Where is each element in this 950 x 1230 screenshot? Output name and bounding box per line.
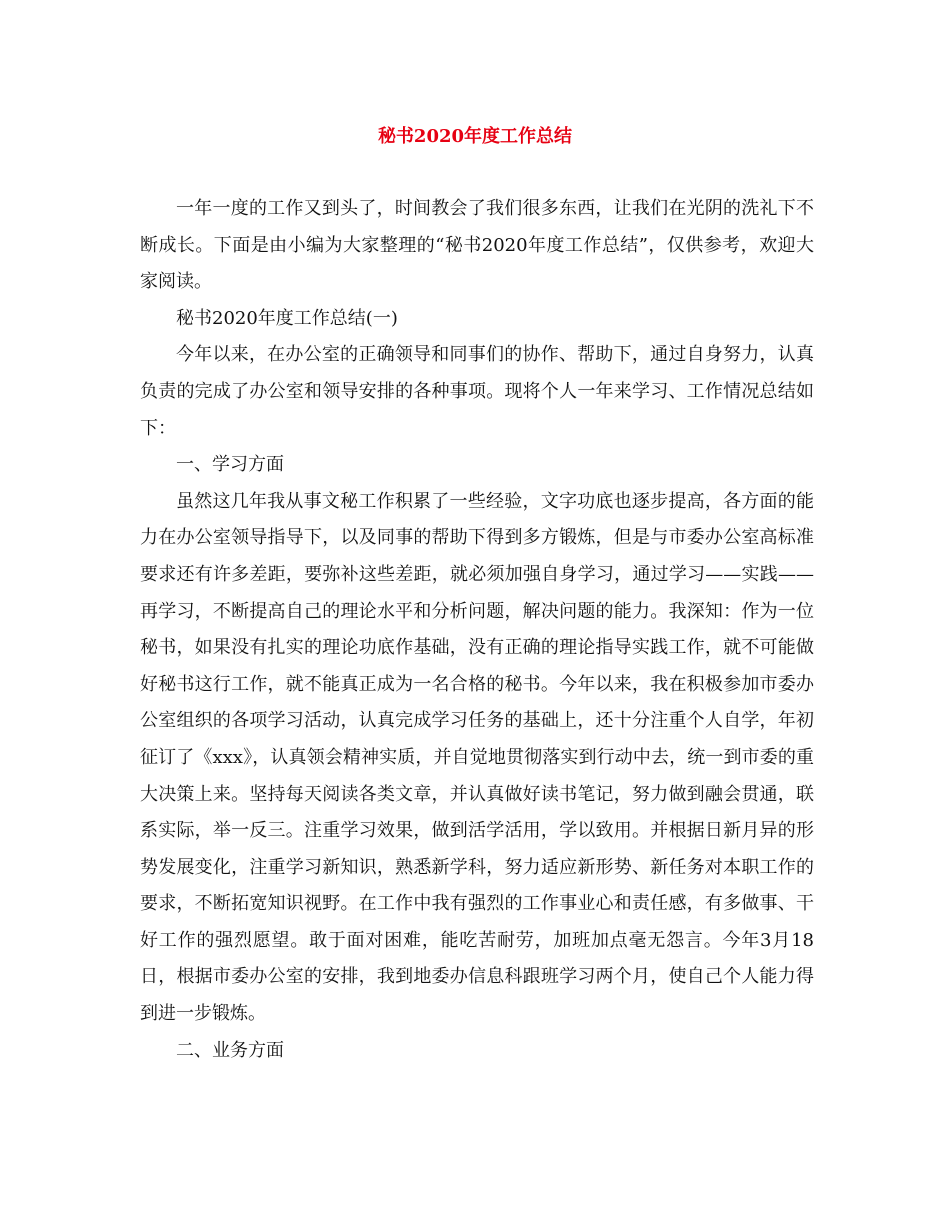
section-heading-business: 二、业务方面: [176, 1039, 284, 1061]
section-heading-part-one: 秘书2020年度工作总结(一): [176, 307, 398, 329]
intro-paragraph: 一年一度的工作又到头了，时间教会了我们很多东西，让我们在光阴的洗礼下不断成长。下面是由小编为大家整理的“秘书2020年度工作总结”，仅供参考，欢迎大家阅读。: [140, 198, 814, 293]
document-title: 秘书2020年度工作总结: [377, 126, 573, 147]
study-paragraph: 虽然这几年我从事文秘工作积累了一些经验，文字功底也逐步提高，各方面的能力在办公室领导指导下，以及同事的帮助下得到多方锻炼，但是与市委办公室高标准要求还有许多差距，要弥补这些差距，就必须加强自身学习，通过学习——实践——再学习，不断提高自己的理论水平和分析问题，解决问题的能力。我深知：作为一位秘书，如果没有扎实的理论功底作基础，没有正确的理论指导实践工作，就不可能做好秘书这行工作，就不能真正成为一名合格的秘书。今年以来，我在积极参加市委办公室组织的各项学习活动，认真完成学习任务的基础上，还十分注重个人自学，年初征订了《xxx》，认真领会精神实质，并自觉地贯彻落实到行动中去，统一到市委的重大决策上来。坚持每天阅读各类文章，并认真做好读书笔记，努力做到融会贯通，联系实际，举一反三。注重学习效果，做到活学活用，学以致用。并根据日新月异的形势发展变化，注重学习新知识，熟悉新学科，努力适应新形势、新任务对本职工作的要求，不断拓宽知识视野。在工作中我有强烈的工作事业心和责任感，有多做事、干好工作的强烈愿望。敢于面对困难，能吃苦耐劳，加班加点毫无怨言。今年3月18日，根据市委办公室的安排，我到地委办信息科跟班学习两个月，使自己个人能力得到进一步锻炼。: [140, 490, 814, 1025]
overview-paragraph: 今年以来，在办公室的正确领导和同事们的协作、帮助下，通过自身努力，认真负责的完成了办公室和领导安排的各种事项。现将个人一年来学习、工作情况总结如下：: [140, 344, 814, 439]
section-heading-study: 一、学习方面: [176, 454, 284, 476]
document-body: [140, 191, 814, 1069]
